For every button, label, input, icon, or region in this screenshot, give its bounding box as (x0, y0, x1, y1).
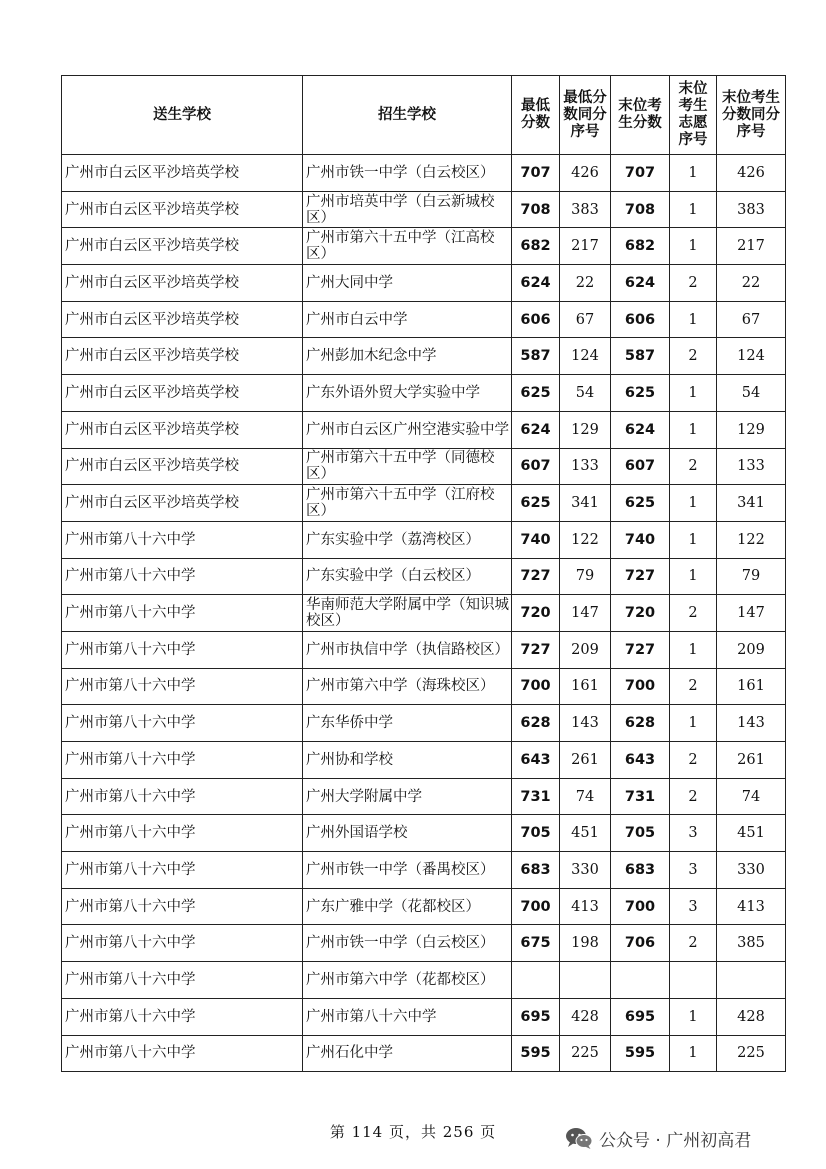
cell-last-rank: 122 (717, 521, 786, 558)
cell-send-school: 广州市白云区平沙培英学校 (62, 191, 303, 228)
header-line: 志愿 (678, 115, 708, 131)
header-line: 序号 (678, 132, 708, 148)
cell-last-pref: 2 (670, 265, 717, 302)
cell-send-school: 广州市第八十六中学 (62, 815, 303, 852)
header-last-rank (717, 76, 786, 155)
cell-min-rank: 225 (560, 1035, 611, 1072)
header-line: 数同分 (563, 106, 607, 123)
cell-last-rank: 225 (717, 1035, 786, 1072)
table-row (62, 778, 786, 815)
cell-min-score: 675 (512, 925, 560, 962)
cell-min-score: 700 (512, 668, 560, 705)
cell-min-rank: 428 (560, 998, 611, 1035)
cell-min-rank: 217 (560, 228, 611, 265)
cell-min-rank: 261 (560, 742, 611, 779)
cell-last-pref: 1 (670, 191, 717, 228)
cell-min-score: 624 (512, 411, 560, 448)
cell-recv-school: 广东外语外贸大学实验中学 (303, 375, 512, 412)
table-body (62, 155, 786, 1072)
cell-recv-school: 广东实验中学（白云校区） (303, 558, 512, 595)
cell-last-score: 740 (611, 521, 670, 558)
cell-min-rank: 79 (560, 558, 611, 595)
cell-last-pref: 3 (670, 815, 717, 852)
table-row (62, 595, 786, 632)
cell-last-rank: 161 (717, 668, 786, 705)
cell-last-score (611, 962, 670, 999)
cell-last-pref: 3 (670, 888, 717, 925)
cell-min-rank: 341 (560, 485, 611, 522)
table-row (62, 301, 786, 338)
table-row (62, 521, 786, 558)
table-row (62, 1035, 786, 1072)
cell-recv-school: 华南师范大学附属中学（知识城校区） (303, 595, 512, 632)
cell-last-pref: 1 (670, 558, 717, 595)
table-row (62, 631, 786, 668)
cell-min-score: 587 (512, 338, 560, 375)
cell-min-score: 683 (512, 852, 560, 889)
cell-recv-school: 广州石化中学 (303, 1035, 512, 1072)
cell-min-rank: 413 (560, 888, 611, 925)
cell-send-school: 广州市第八十六中学 (62, 998, 303, 1035)
cell-last-pref: 1 (670, 521, 717, 558)
cell-last-rank: 426 (717, 155, 786, 192)
table-row (62, 705, 786, 742)
cell-last-pref: 1 (670, 155, 717, 192)
cell-send-school: 广州市第八十六中学 (62, 1035, 303, 1072)
cell-last-score: 731 (611, 778, 670, 815)
cell-min-rank: 54 (560, 375, 611, 412)
header-line: 考生 (678, 98, 708, 114)
cell-recv-school: 广州外国语学校 (303, 815, 512, 852)
header-line: 末位 (678, 81, 708, 97)
cell-last-score: 595 (611, 1035, 670, 1072)
cell-min-score: 707 (512, 155, 560, 192)
cell-send-school: 广州市第八十六中学 (62, 778, 303, 815)
cell-last-rank: 428 (717, 998, 786, 1035)
cell-min-rank: 133 (560, 448, 611, 485)
cell-min-score: 708 (512, 191, 560, 228)
header-recv-school: 招生学校 (303, 76, 512, 155)
cell-recv-school: 广州市白云区广州空港实验中学 (303, 411, 512, 448)
header-line: 末位考生 (722, 89, 780, 106)
cell-send-school: 广州市第八十六中学 (62, 888, 303, 925)
cell-last-score: 708 (611, 191, 670, 228)
cell-recv-school: 广州市第六十五中学（江府校区） (303, 485, 512, 522)
cell-last-score: 624 (611, 411, 670, 448)
header-line: 生分数 (618, 115, 662, 131)
cell-recv-school: 广州市第六十五中学（同德校区） (303, 448, 512, 485)
cell-last-rank: 133 (717, 448, 786, 485)
cell-send-school: 广州市第八十六中学 (62, 705, 303, 742)
cell-last-rank: 67 (717, 301, 786, 338)
cell-min-score: 595 (512, 1035, 560, 1072)
cell-send-school: 广州市第八十六中学 (62, 595, 303, 632)
cell-min-rank: 383 (560, 191, 611, 228)
table-row (62, 155, 786, 192)
cell-min-score: 705 (512, 815, 560, 852)
table-row (62, 448, 786, 485)
cell-last-rank: 341 (717, 485, 786, 522)
cell-last-rank: 330 (717, 852, 786, 889)
cell-last-score: 606 (611, 301, 670, 338)
cell-min-rank: 198 (560, 925, 611, 962)
cell-min-score: 731 (512, 778, 560, 815)
cell-min-rank: 330 (560, 852, 611, 889)
cell-recv-school: 广州市铁一中学（白云校区） (303, 925, 512, 962)
cell-send-school: 广州市第八十六中学 (62, 521, 303, 558)
table-row (62, 998, 786, 1035)
cell-send-school: 广州市白云区平沙培英学校 (62, 155, 303, 192)
table-row (62, 411, 786, 448)
cell-last-rank: 451 (717, 815, 786, 852)
cell-recv-school: 广州市培英中学（白云新城校区） (303, 191, 512, 228)
table-row (62, 925, 786, 962)
watermark-text: 公众号 · 广州初高君 (599, 1130, 752, 1151)
admission-table (61, 75, 786, 1072)
cell-last-score: 607 (611, 448, 670, 485)
cell-last-pref: 2 (670, 778, 717, 815)
cell-last-pref: 1 (670, 301, 717, 338)
cell-send-school: 广州市第八十六中学 (62, 558, 303, 595)
cell-recv-school: 广州市铁一中学（番禺校区） (303, 852, 512, 889)
cell-last-score: 707 (611, 155, 670, 192)
cell-send-school: 广州市白云区平沙培英学校 (62, 265, 303, 302)
cell-last-rank: 217 (717, 228, 786, 265)
cell-last-rank: 413 (717, 888, 786, 925)
table-row (62, 338, 786, 375)
cell-recv-school: 广州市第八十六中学 (303, 998, 512, 1035)
cell-last-score: 587 (611, 338, 670, 375)
cell-send-school: 广州市白云区平沙培英学校 (62, 448, 303, 485)
table-row (62, 888, 786, 925)
cell-min-rank: 74 (560, 778, 611, 815)
cell-recv-school: 广州市白云中学 (303, 301, 512, 338)
cell-last-pref: 1 (670, 998, 717, 1035)
cell-last-pref: 2 (670, 925, 717, 962)
header-last-score (611, 76, 670, 155)
cell-min-score: 625 (512, 375, 560, 412)
cell-last-score: 727 (611, 631, 670, 668)
header-line: 序号 (570, 123, 600, 140)
cell-min-rank: 209 (560, 631, 611, 668)
cell-recv-school: 广州彭加木纪念中学 (303, 338, 512, 375)
header-row (62, 76, 786, 155)
cell-last-pref: 1 (670, 228, 717, 265)
cell-last-pref: 3 (670, 852, 717, 889)
header-line: 序号 (736, 123, 766, 140)
cell-last-rank: 383 (717, 191, 786, 228)
cell-recv-school: 广州市第六中学（花都校区） (303, 962, 512, 999)
cell-send-school: 广州市白云区平沙培英学校 (62, 338, 303, 375)
cell-recv-school: 广州市第六中学（海珠校区） (303, 668, 512, 705)
cell-last-score: 705 (611, 815, 670, 852)
table-row (62, 852, 786, 889)
cell-last-score: 682 (611, 228, 670, 265)
table-row (62, 265, 786, 302)
cell-last-rank: 54 (717, 375, 786, 412)
cell-last-rank: 147 (717, 595, 786, 632)
cell-last-score: 683 (611, 852, 670, 889)
table-row (62, 962, 786, 999)
cell-last-rank: 143 (717, 705, 786, 742)
cell-min-rank: 143 (560, 705, 611, 742)
table-row (62, 815, 786, 852)
header-line: 末位考 (618, 98, 662, 114)
header-line: 分数 (521, 115, 550, 131)
cell-recv-school: 广东实验中学（荔湾校区） (303, 521, 512, 558)
cell-last-pref: 2 (670, 595, 717, 632)
cell-min-score: 643 (512, 742, 560, 779)
cell-min-score: 606 (512, 301, 560, 338)
cell-min-rank: 451 (560, 815, 611, 852)
cell-recv-school: 广东华侨中学 (303, 705, 512, 742)
cell-recv-school: 广州市第六十五中学（江高校区） (303, 228, 512, 265)
cell-min-rank: 67 (560, 301, 611, 338)
cell-send-school: 广州市第八十六中学 (62, 742, 303, 779)
page-number: 第 114 页，共 256 页 (329, 1123, 497, 1141)
cell-last-score: 706 (611, 925, 670, 962)
cell-last-rank: 124 (717, 338, 786, 375)
table-row (62, 668, 786, 705)
header-line: 最低 (521, 98, 550, 114)
cell-min-rank: 147 (560, 595, 611, 632)
cell-min-score: 727 (512, 631, 560, 668)
cell-min-score (512, 962, 560, 999)
cell-min-score: 740 (512, 521, 560, 558)
watermark (565, 1122, 815, 1154)
cell-last-pref: 1 (670, 485, 717, 522)
cell-send-school: 广州市第八十六中学 (62, 852, 303, 889)
table-row (62, 375, 786, 412)
cell-last-pref: 1 (670, 375, 717, 412)
cell-recv-school: 广东广雅中学（花都校区） (303, 888, 512, 925)
cell-last-pref: 1 (670, 705, 717, 742)
cell-min-rank: 122 (560, 521, 611, 558)
cell-last-rank: 129 (717, 411, 786, 448)
header-min-score (512, 76, 560, 155)
cell-last-pref: 2 (670, 668, 717, 705)
cell-min-rank (560, 962, 611, 999)
cell-last-score: 643 (611, 742, 670, 779)
cell-send-school: 广州市白云区平沙培英学校 (62, 228, 303, 265)
header-min-rank (560, 76, 611, 155)
cell-last-rank: 79 (717, 558, 786, 595)
cell-last-rank: 209 (717, 631, 786, 668)
table-row (62, 191, 786, 228)
cell-last-score: 625 (611, 485, 670, 522)
cell-send-school: 广州市第八十六中学 (62, 925, 303, 962)
cell-last-score: 700 (611, 668, 670, 705)
cell-min-score: 727 (512, 558, 560, 595)
cell-min-rank: 129 (560, 411, 611, 448)
cell-send-school: 广州市白云区平沙培英学校 (62, 375, 303, 412)
cell-min-rank: 161 (560, 668, 611, 705)
cell-recv-school: 广州大学附属中学 (303, 778, 512, 815)
header-line: 最低分 (563, 89, 607, 106)
table-row (62, 485, 786, 522)
cell-recv-school: 广州市铁一中学（白云校区） (303, 155, 512, 192)
cell-min-score: 695 (512, 998, 560, 1035)
cell-last-score: 695 (611, 998, 670, 1035)
cell-last-pref: 2 (670, 338, 717, 375)
cell-send-school: 广州市白云区平沙培英学校 (62, 485, 303, 522)
cell-last-rank: 74 (717, 778, 786, 815)
cell-min-rank: 426 (560, 155, 611, 192)
table-row (62, 558, 786, 595)
cell-min-rank: 124 (560, 338, 611, 375)
cell-recv-school: 广州市执信中学（执信路校区） (303, 631, 512, 668)
cell-min-score: 624 (512, 265, 560, 302)
cell-min-rank: 22 (560, 265, 611, 302)
cell-last-score: 625 (611, 375, 670, 412)
cell-last-pref: 1 (670, 1035, 717, 1072)
cell-last-rank: 261 (717, 742, 786, 779)
cell-last-rank: 385 (717, 925, 786, 962)
cell-last-score: 624 (611, 265, 670, 302)
wechat-icon (565, 1126, 593, 1150)
header-line: 分数同分 (722, 106, 780, 123)
cell-send-school: 广州市第八十六中学 (62, 962, 303, 999)
cell-send-school: 广州市白云区平沙培英学校 (62, 411, 303, 448)
cell-min-score: 628 (512, 705, 560, 742)
cell-recv-school: 广州协和学校 (303, 742, 512, 779)
cell-last-pref: 1 (670, 411, 717, 448)
cell-send-school: 广州市第八十六中学 (62, 668, 303, 705)
cell-recv-school: 广州大同中学 (303, 265, 512, 302)
cell-min-score: 625 (512, 485, 560, 522)
cell-last-pref: 2 (670, 742, 717, 779)
cell-send-school: 广州市第八十六中学 (62, 631, 303, 668)
cell-last-score: 628 (611, 705, 670, 742)
cell-last-rank: 22 (717, 265, 786, 302)
cell-last-score: 727 (611, 558, 670, 595)
cell-last-score: 700 (611, 888, 670, 925)
cell-send-school: 广州市白云区平沙培英学校 (62, 301, 303, 338)
table-row (62, 742, 786, 779)
cell-last-pref (670, 962, 717, 999)
cell-min-score: 720 (512, 595, 560, 632)
cell-min-score: 607 (512, 448, 560, 485)
header-last-pref (670, 76, 717, 155)
cell-last-pref: 1 (670, 631, 717, 668)
cell-last-score: 720 (611, 595, 670, 632)
cell-min-score: 682 (512, 228, 560, 265)
cell-last-pref: 2 (670, 448, 717, 485)
table-header (62, 76, 786, 155)
header-send-school: 送生学校 (62, 76, 303, 155)
table-row (62, 228, 786, 265)
cell-last-rank (717, 962, 786, 999)
cell-min-score: 700 (512, 888, 560, 925)
